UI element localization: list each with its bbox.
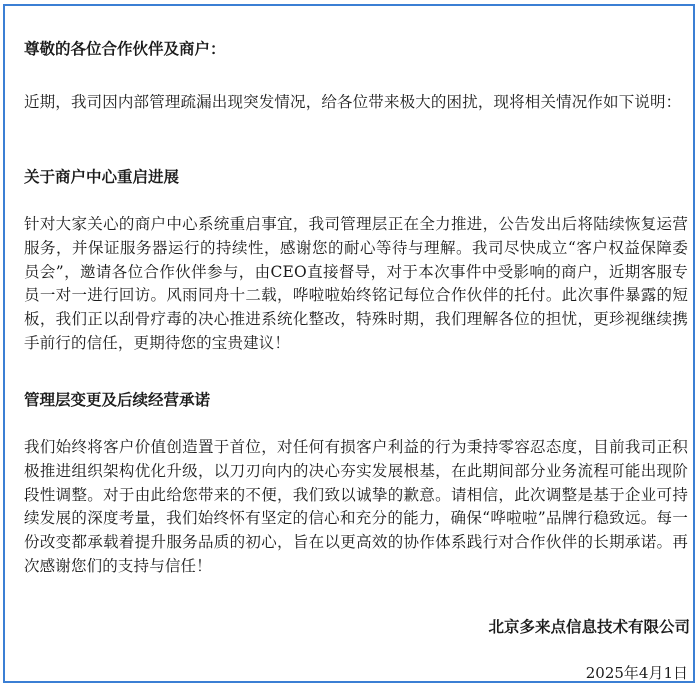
letter-greeting: 尊敬的各位合作伙伴及商户： xyxy=(24,39,226,58)
company-signature: 北京多来点信息技术有限公司 xyxy=(488,617,690,636)
letter-frame xyxy=(3,4,695,683)
letter-date: 2025年4月1日 xyxy=(585,664,688,682)
intro-paragraph: 近期，我司因内部管理疏漏出现突发情况，给各位带来极大的困扰，现将相关情况作如下说明： xyxy=(24,93,682,111)
section-heading-merchant-center: 关于商户中心重启进展 xyxy=(24,167,180,186)
section-heading-management-changes: 管理层变更及后续经营承诺 xyxy=(24,390,211,409)
section-body-management-changes: 我们始终将客户价值创造置于首位，对任何有损客户利益的行为秉持零容忍态度，目前我司正积极推进组织架构优化升级，以刀刃向内的决心夯实发展根基，在此期间部分业务流程可能出现阶段性调整。对于由此给您带来的不便，我们致以诚挚的歉意。请相信，此次调整是基于企业可持续发展的深度考量，我们始终怀有坚定的信心和充分的能力，确保“哗啦啦”品牌行稳致远。每一份改变都承载着提升服务品质的初心，旨在以更高效的协作体系践行对合作伙伴的长期承诺。再次感谢您们的支持与信任！ xyxy=(24,438,688,575)
section-body-merchant-center: 针对大家关心的商户中心系统重启事宜，我司管理层正在全力推进，公告发出后将陆续恢复运营服务，并保证服务器运行的持续性，感谢您的耐心等待与理解。我司尽快成立“客户权益保障委员会”，邀请各位合作伙伴参与，由CEO直接督导，对于本次事件中受影响的商户，近期客服专员一对一进行回访。风雨同舟十二载，哗啦啦始终铭记每位合作伙伴的托付。此次事件暴露的短板，我们正以刮骨疗毒的决心推进系统化整改，特殊时期，我们理解各位的担忧，更珍视继续携手前行的信任，更期待您的宝贵建议！ xyxy=(24,215,688,352)
